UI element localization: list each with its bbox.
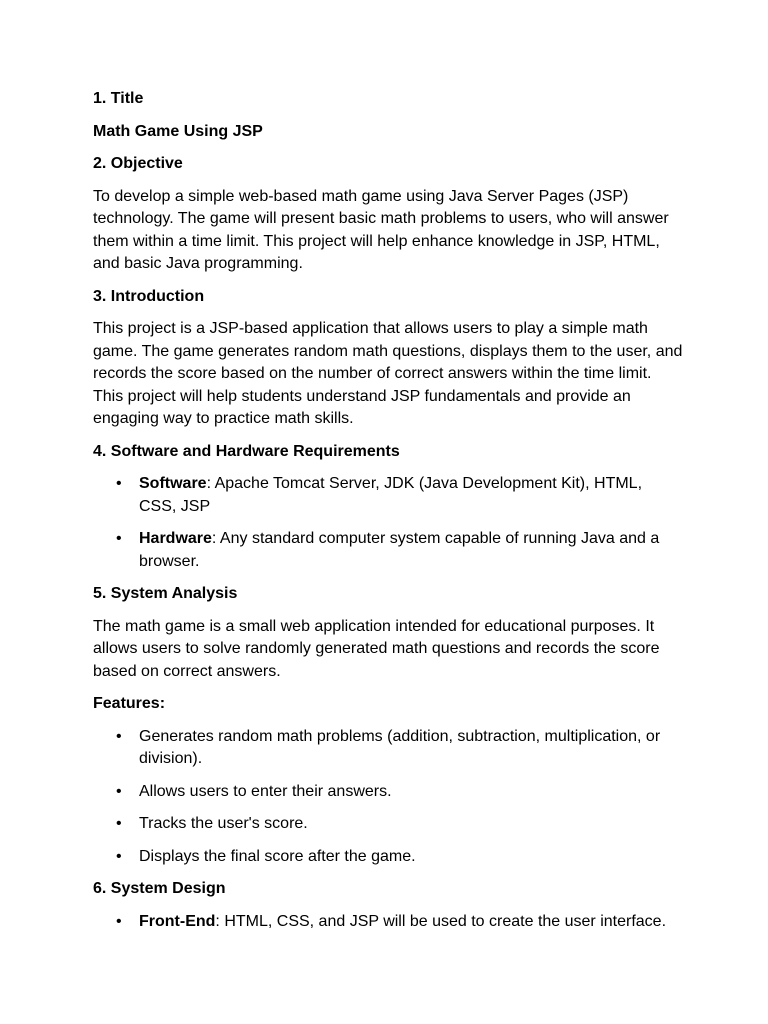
- list-item: [93, 846, 683, 869]
- bullet-icon: •: [116, 530, 122, 547]
- feature-text: Allows users to enter their answers.: [139, 782, 392, 800]
- section-heading-design: 6. System Design: [93, 880, 226, 897]
- feature-text: Tracks the user's score.: [139, 815, 308, 832]
- list-item: [93, 911, 683, 934]
- section-heading-analysis: 5. System Analysis: [93, 585, 238, 602]
- list-item: [93, 528, 683, 573]
- introduction-paragraph: This project is a JSP-based application that allows users to play a simple math game. The game generates random math questions, displays them to the user, and records the score based on the number of correct answers within the time limit. This project will help students understand JSP fundamentals and provide an engaging way to practice math skills.: [93, 320, 683, 427]
- design-text-front-end: : HTML, CSS, and JSP will be used to create the user interface.: [215, 912, 667, 930]
- bullet-icon: •: [116, 847, 122, 865]
- design-list: [93, 911, 683, 934]
- project-title: Math Game Using JSP: [93, 122, 263, 140]
- features-heading: Features:: [93, 695, 166, 712]
- bullet-icon: •: [116, 475, 122, 492]
- objective-paragraph: To develop a simple web-based math game using Java Server Pages (JSP) technology. The game will present basic math problems to users, who will answer them within a time limit. This project will help enhance knowledge in JSP, HTML, and basic Java programming.: [93, 187, 669, 272]
- requirement-text-software: : Apache Tomcat Server, JDK (Java Development Kit), HTML, CSS, JSP: [139, 475, 643, 515]
- features-list: [93, 726, 683, 869]
- list-item: [93, 473, 683, 518]
- list-item: [93, 726, 683, 771]
- analysis-paragraph: The math game is a small web application intended for educational purposes. It allows users to solve randomly generated math questions and records the score based on correct answers.: [93, 617, 660, 680]
- requirement-term-hardware: Hardware: [139, 530, 212, 547]
- section-heading-title: 1. Title: [93, 90, 144, 107]
- design-term-front-end: Front-End: [139, 912, 216, 930]
- list-item: [93, 781, 683, 804]
- section-heading-objective: 2. Objective: [93, 155, 183, 172]
- feature-text: Displays the final score after the game.: [139, 847, 416, 865]
- bullet-icon: •: [116, 815, 122, 832]
- requirements-list: [93, 473, 683, 573]
- document-page: [93, 88, 683, 943]
- list-item: [93, 813, 683, 836]
- bullet-icon: •: [116, 782, 122, 800]
- bullet-icon: •: [116, 912, 122, 930]
- section-heading-introduction: 3. Introduction: [93, 287, 205, 305]
- section-heading-requirements: 4. Software and Hardware Requirements: [93, 442, 400, 460]
- bullet-icon: •: [116, 727, 122, 745]
- feature-text: Generates random math problems (addition, subtraction, multiplication, or division).: [139, 727, 661, 767]
- requirement-text-hardware: : Any standard computer system capable of running Java and a browser.: [139, 530, 660, 570]
- requirement-term-software: Software: [139, 475, 207, 492]
